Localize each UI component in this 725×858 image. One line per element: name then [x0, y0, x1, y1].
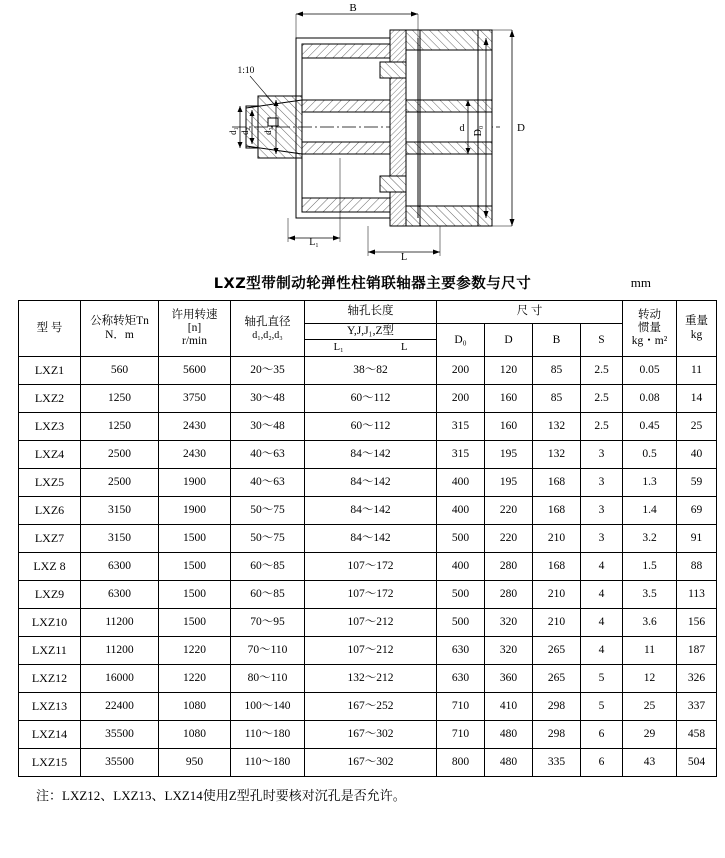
cell-D: 410	[485, 693, 533, 721]
coupling-assembly-drawing	[0, 0, 725, 270]
cell-borelen: 167～302	[305, 749, 437, 777]
cell-B: 85	[533, 385, 581, 413]
cell-S: 3	[581, 497, 623, 525]
cell-borelen: 84～142	[305, 469, 437, 497]
cell-D0: 315	[437, 413, 485, 441]
cell-borelen: 107～172	[305, 553, 437, 581]
cell-D: 220	[485, 497, 533, 525]
cell-bore: 40～63	[231, 469, 305, 497]
cell-D0: 200	[437, 357, 485, 385]
th-bore-len-sub	[305, 340, 437, 357]
cell-speed: 1500	[159, 525, 231, 553]
cell-model: LXZ 8	[19, 553, 81, 581]
cell-bore: 30～48	[231, 413, 305, 441]
cell-weight: 88	[677, 553, 717, 581]
cell-borelen: 107～212	[305, 637, 437, 665]
cell-weight: 113	[677, 581, 717, 609]
cell-speed: 1220	[159, 665, 231, 693]
cell-bore: 110～180	[231, 721, 305, 749]
cell-bore: 100～140	[231, 693, 305, 721]
cell-S: 4	[581, 553, 623, 581]
table-row	[19, 609, 717, 637]
table-row	[19, 385, 717, 413]
cell-inertia: 0.08	[623, 385, 677, 413]
cell-D0: 400	[437, 469, 485, 497]
th-inertia-l2: 惯量	[638, 322, 661, 335]
cell-speed: 1080	[159, 693, 231, 721]
table-row	[19, 581, 717, 609]
cell-inertia: 0.45	[623, 413, 677, 441]
cell-D0: 400	[437, 553, 485, 581]
cell-model: LXZ11	[19, 637, 81, 665]
footnote: 注：LXZ12、LXZ13、LXZ14使用Z型孔时要核对沉孔是否允许。	[36, 788, 406, 804]
table-row	[19, 441, 717, 469]
cell-D: 280	[485, 581, 533, 609]
cell-inertia: 12	[623, 665, 677, 693]
cell-bore: 30～48	[231, 385, 305, 413]
cell-weight: 14	[677, 385, 717, 413]
cell-D: 120	[485, 357, 533, 385]
cell-inertia: 1.3	[623, 469, 677, 497]
cell-B: 335	[533, 749, 581, 777]
table-row	[19, 665, 717, 693]
cell-S: 2.5	[581, 357, 623, 385]
th-bore-dia-l1: 轴孔直径	[244, 316, 291, 329]
cell-S: 3	[581, 441, 623, 469]
th-L: L	[400, 342, 408, 354]
cell-D0: 630	[437, 665, 485, 693]
cell-S: 4	[581, 581, 623, 609]
cell-torque: 3150	[81, 525, 159, 553]
th-torque-l2: N．m	[105, 328, 134, 341]
cell-B: 168	[533, 469, 581, 497]
cell-model: LXZ9	[19, 581, 81, 609]
cell-model: LXZ2	[19, 385, 81, 413]
cell-bore: 40～63	[231, 441, 305, 469]
cell-speed: 1500	[159, 553, 231, 581]
cell-bore: 50～75	[231, 497, 305, 525]
cell-inertia: 43	[623, 749, 677, 777]
cell-weight: 91	[677, 525, 717, 553]
dim-label-d2: d₂	[240, 127, 250, 135]
th-speed-l3: r/min	[182, 335, 207, 348]
th-bore-length: 轴孔长度	[305, 301, 437, 324]
cell-inertia: 0.05	[623, 357, 677, 385]
cell-D0: 200	[437, 385, 485, 413]
title-row	[0, 272, 725, 300]
th-speed-l2: [n]	[187, 322, 202, 335]
cell-borelen: 107～212	[305, 609, 437, 637]
cell-speed: 1080	[159, 721, 231, 749]
dim-label-D: D	[517, 122, 525, 134]
cell-model: LXZ6	[19, 497, 81, 525]
cell-B: 132	[533, 413, 581, 441]
table-row	[19, 497, 717, 525]
cell-speed: 2430	[159, 441, 231, 469]
cell-inertia: 25	[623, 693, 677, 721]
cell-model: LXZ1	[19, 357, 81, 385]
cell-weight: 156	[677, 609, 717, 637]
cell-B: 265	[533, 637, 581, 665]
th-bore-type: Y,J,J₁,Z型	[305, 324, 437, 340]
cell-S: 6	[581, 721, 623, 749]
cell-borelen: 167～302	[305, 721, 437, 749]
cell-torque: 11200	[81, 609, 159, 637]
th-bore-dia	[231, 301, 305, 357]
table-row	[19, 749, 717, 777]
cell-D: 195	[485, 441, 533, 469]
cell-bore: 60～85	[231, 581, 305, 609]
dim-label-d1: d₁	[228, 127, 238, 135]
cell-inertia: 0.5	[623, 441, 677, 469]
cell-D: 360	[485, 665, 533, 693]
cell-D: 480	[485, 749, 533, 777]
cell-weight: 458	[677, 721, 717, 749]
table-body	[19, 357, 717, 777]
table-row	[19, 469, 717, 497]
cell-speed: 5600	[159, 357, 231, 385]
dim-label-D0: D₀	[473, 125, 484, 137]
th-inertia-l1: 转动	[638, 308, 661, 321]
th-weight-l2: kg	[690, 328, 703, 341]
cell-weight: 40	[677, 441, 717, 469]
cell-weight: 69	[677, 497, 717, 525]
cell-borelen: 38～82	[305, 357, 437, 385]
th-D0: D₀	[437, 324, 485, 357]
table-row	[19, 693, 717, 721]
table-row	[19, 525, 717, 553]
cell-B: 168	[533, 553, 581, 581]
cell-inertia: 3.6	[623, 609, 677, 637]
cell-S: 4	[581, 637, 623, 665]
dim-label-d3: d₃	[263, 127, 273, 135]
cell-torque: 1250	[81, 413, 159, 441]
cell-torque: 22400	[81, 693, 159, 721]
cell-model: LXZ12	[19, 665, 81, 693]
cell-S: 6	[581, 749, 623, 777]
cell-D: 160	[485, 413, 533, 441]
cell-model: LXZ4	[19, 441, 81, 469]
cell-torque: 11200	[81, 637, 159, 665]
cell-torque: 35500	[81, 721, 159, 749]
cell-D0: 800	[437, 749, 485, 777]
cell-speed: 1900	[159, 469, 231, 497]
cell-model: LXZ3	[19, 413, 81, 441]
th-inertia	[623, 301, 677, 357]
cell-D0: 315	[437, 441, 485, 469]
dim-label-L: L	[400, 252, 408, 263]
cell-S: 5	[581, 693, 623, 721]
cell-D: 220	[485, 525, 533, 553]
cell-inertia: 11	[623, 637, 677, 665]
table-row	[19, 637, 717, 665]
cell-B: 210	[533, 525, 581, 553]
cell-borelen: 132～212	[305, 665, 437, 693]
th-bore-dia-l2: d₁,d₂,d₃	[252, 329, 283, 341]
cell-D: 480	[485, 721, 533, 749]
cell-D: 320	[485, 637, 533, 665]
cell-B: 298	[533, 721, 581, 749]
cell-B: 298	[533, 693, 581, 721]
cell-D: 280	[485, 553, 533, 581]
cell-bore: 70～110	[231, 637, 305, 665]
cell-torque: 6300	[81, 581, 159, 609]
cell-weight: 11	[677, 357, 717, 385]
cell-inertia: 29	[623, 721, 677, 749]
cell-B: 168	[533, 497, 581, 525]
cell-borelen: 84～142	[305, 525, 437, 553]
cell-speed: 950	[159, 749, 231, 777]
cell-S: 3	[581, 469, 623, 497]
dim-label-d: d	[459, 123, 465, 134]
cell-borelen: 167～252	[305, 693, 437, 721]
spec-table-wrap	[0, 300, 725, 777]
cell-torque: 560	[81, 357, 159, 385]
cell-S: 3	[581, 525, 623, 553]
cell-weight: 59	[677, 469, 717, 497]
cell-D0: 630	[437, 637, 485, 665]
unit-label: mm	[630, 275, 651, 290]
cell-bore: 110～180	[231, 749, 305, 777]
cell-torque: 1250	[81, 385, 159, 413]
dim-label-B: B	[349, 2, 357, 14]
cell-B: 132	[533, 441, 581, 469]
cell-torque: 2500	[81, 469, 159, 497]
table-row	[19, 357, 717, 385]
cell-speed: 1220	[159, 637, 231, 665]
th-D: D	[485, 324, 533, 357]
cell-speed: 1500	[159, 581, 231, 609]
cell-bore: 60～85	[231, 553, 305, 581]
cell-S: 2.5	[581, 385, 623, 413]
cell-model: LXZ10	[19, 609, 81, 637]
cell-weight: 504	[677, 749, 717, 777]
cell-S: 4	[581, 609, 623, 637]
cell-bore: 70～95	[231, 609, 305, 637]
cell-model: LXZ13	[19, 693, 81, 721]
cell-D0: 500	[437, 581, 485, 609]
cell-inertia: 1.4	[623, 497, 677, 525]
table-row	[19, 413, 717, 441]
cell-model: LXZ15	[19, 749, 81, 777]
cell-D0: 710	[437, 721, 485, 749]
th-S: S	[581, 324, 623, 357]
cell-borelen: 84～142	[305, 497, 437, 525]
cell-speed: 1500	[159, 609, 231, 637]
th-model: 型 号	[19, 301, 81, 357]
cell-torque: 16000	[81, 665, 159, 693]
cell-weight: 326	[677, 665, 717, 693]
dim-label-L1: L₁	[309, 237, 319, 248]
drawing-svg	[0, 0, 725, 270]
cell-S: 2.5	[581, 413, 623, 441]
page-title: LXZ型带制动轮弹性柱销联轴器主要参数与尺寸	[213, 276, 532, 292]
cell-D0: 500	[437, 609, 485, 637]
th-inertia-l3: kg・m²	[631, 335, 668, 348]
cell-torque: 35500	[81, 749, 159, 777]
cell-D: 320	[485, 609, 533, 637]
th-speed-l1: 许用转速	[171, 308, 218, 321]
cell-borelen: 107～172	[305, 581, 437, 609]
cell-B: 85	[533, 357, 581, 385]
th-torque	[81, 301, 159, 357]
header-row-1	[19, 301, 717, 324]
cell-S: 5	[581, 665, 623, 693]
cell-weight: 187	[677, 637, 717, 665]
cell-D: 195	[485, 469, 533, 497]
cell-B: 210	[533, 609, 581, 637]
cell-inertia: 1.5	[623, 553, 677, 581]
th-weight	[677, 301, 717, 357]
cell-speed: 2430	[159, 413, 231, 441]
table-row	[19, 721, 717, 749]
th-dimensions: 尺 寸	[437, 301, 623, 324]
cell-model: LXZ14	[19, 721, 81, 749]
cell-D0: 500	[437, 525, 485, 553]
cell-torque: 2500	[81, 441, 159, 469]
cell-bore: 20～35	[231, 357, 305, 385]
cell-inertia: 3.2	[623, 525, 677, 553]
th-L1: L₁	[333, 342, 344, 354]
cell-D0: 400	[437, 497, 485, 525]
cell-speed: 3750	[159, 385, 231, 413]
cell-weight: 25	[677, 413, 717, 441]
cell-D: 160	[485, 385, 533, 413]
cell-speed: 1900	[159, 497, 231, 525]
cell-inertia: 3.5	[623, 581, 677, 609]
cell-torque: 3150	[81, 497, 159, 525]
cell-borelen: 60～112	[305, 385, 437, 413]
cell-borelen: 84～142	[305, 441, 437, 469]
th-B: B	[533, 324, 581, 357]
cell-bore: 80～110	[231, 665, 305, 693]
th-torque-l1: 公称转矩Tn	[90, 315, 149, 328]
table-row	[19, 553, 717, 581]
dim-label-taper: 1:10	[237, 66, 255, 76]
cell-model: LXZ7	[19, 525, 81, 553]
cell-borelen: 60～112	[305, 413, 437, 441]
cell-torque: 6300	[81, 553, 159, 581]
cell-B: 210	[533, 581, 581, 609]
cell-D0: 710	[437, 693, 485, 721]
th-weight-l1: 重量	[685, 315, 708, 328]
cell-bore: 50～75	[231, 525, 305, 553]
cell-model: LXZ5	[19, 469, 81, 497]
th-speed	[159, 301, 231, 357]
cell-B: 265	[533, 665, 581, 693]
cell-weight: 337	[677, 693, 717, 721]
table-head	[19, 301, 717, 357]
spec-table	[18, 300, 717, 777]
